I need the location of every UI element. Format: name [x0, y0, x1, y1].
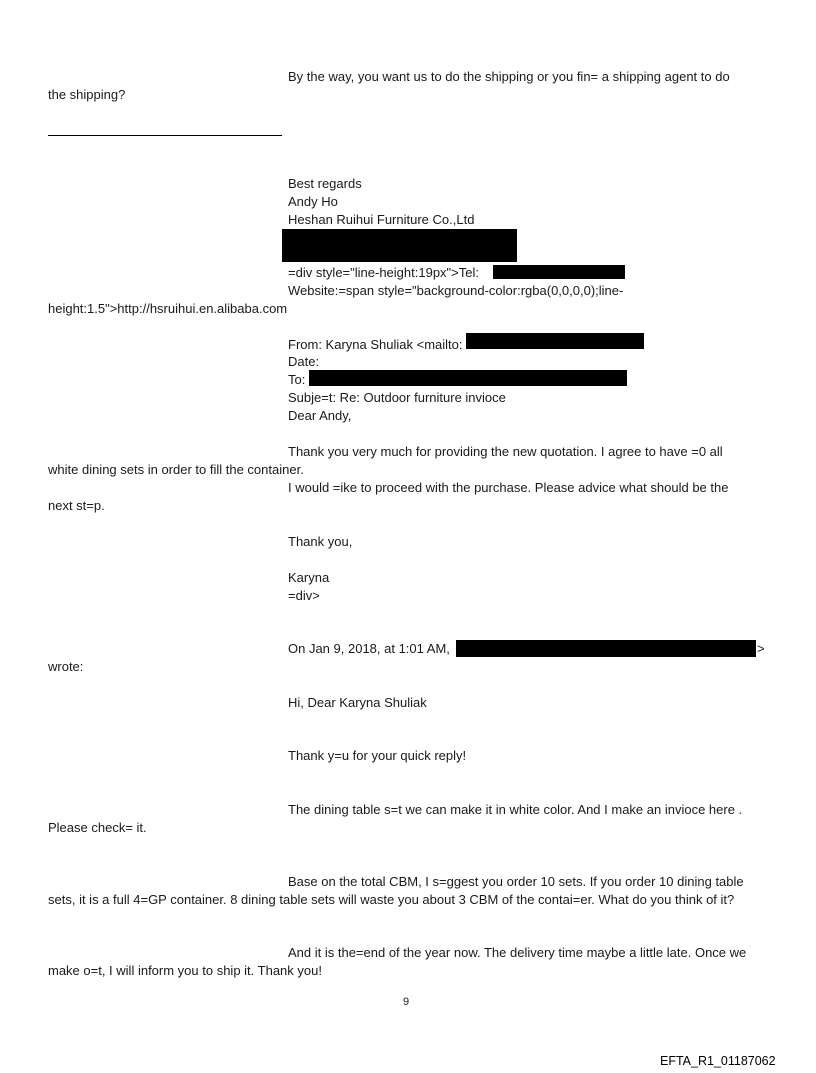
reply-thanks: Thank y=u for your quick reply!: [288, 748, 467, 763]
page-number: 9: [403, 996, 410, 1008]
signature-website-line1: Website:=span style="background-color:rgba(0,0,0,0);line-: [288, 283, 624, 298]
redaction-box: [309, 370, 627, 386]
quote-wrote: wrote:: [48, 659, 84, 674]
shipping-question-line1: By the way, you want us to do the shipping or you fin= a shipping agent to do: [288, 69, 730, 84]
shipping-question-line2: the shipping?: [48, 87, 126, 102]
header-subject: Subje=t: Re: Outdoor furniture invioce: [288, 390, 506, 405]
paragraph-thanks-line1: Thank you very much for providing the new quotation. I agree to have =0 all: [288, 444, 723, 459]
closing-name: Karyna: [288, 570, 330, 585]
header-date: Date:: [288, 354, 320, 369]
paragraph-thanks-line2: white dining sets in order to fill the container.: [48, 462, 304, 477]
separator-rule: [48, 135, 282, 136]
signature-regards: Best regards: [288, 176, 362, 191]
paragraph-cbm-line1: Base on the total CBM, I s=ggest you order 10 sets. If you order 10 dining table: [288, 874, 744, 889]
paragraph-white-line2: Please check= it.: [48, 820, 147, 835]
reply-greeting: Hi, Dear Karyna Shuliak: [288, 695, 427, 710]
signature-name: Andy Ho: [288, 194, 338, 209]
paragraph-proceed-line1: I would =ike to proceed with the purchase. Please advice what should be the: [288, 480, 729, 495]
header-from: From: Karyna Shuliak <mailto:: [288, 337, 463, 352]
redaction-box: [493, 265, 625, 279]
closing-thanks: Thank you,: [288, 534, 353, 549]
header-to: To:: [288, 372, 306, 387]
signature-website-line2: height:1.5">http://hsruihui.en.alibaba.com: [48, 301, 288, 316]
greeting: Dear Andy,: [288, 408, 352, 423]
paragraph-end-line1: And it is the=end of the year now. The delivery time maybe a little late. Once we: [288, 945, 747, 960]
redaction-box: [466, 333, 644, 349]
signature-tel: =div style="line-height:19px">Tel:: [288, 265, 479, 280]
redaction-box: [282, 229, 517, 262]
quote-intro: On Jan 9, 2018, at 1:01 AM,: [288, 641, 450, 656]
redaction-box: [456, 640, 756, 657]
paragraph-end-line2: make o=t, I will inform you to ship it. Thank you!: [48, 963, 322, 978]
paragraph-cbm-line2: sets, it is a full 4=GP container. 8 dining table sets will waste you about 3 CBM of the contai=er. What do you think of it?: [48, 892, 735, 907]
quote-gt: >: [757, 641, 765, 656]
paragraph-proceed-line2: next st=p.: [48, 498, 105, 513]
signature-company: Heshan Ruihui Furniture Co.,Ltd: [288, 212, 475, 227]
closing-div: =div>: [288, 588, 320, 603]
paragraph-white-line1: The dining table s=t we can make it in white color. And I make an invioce here .: [288, 802, 743, 817]
document-id-footer: EFTA_R1_01187062: [660, 1054, 776, 1068]
